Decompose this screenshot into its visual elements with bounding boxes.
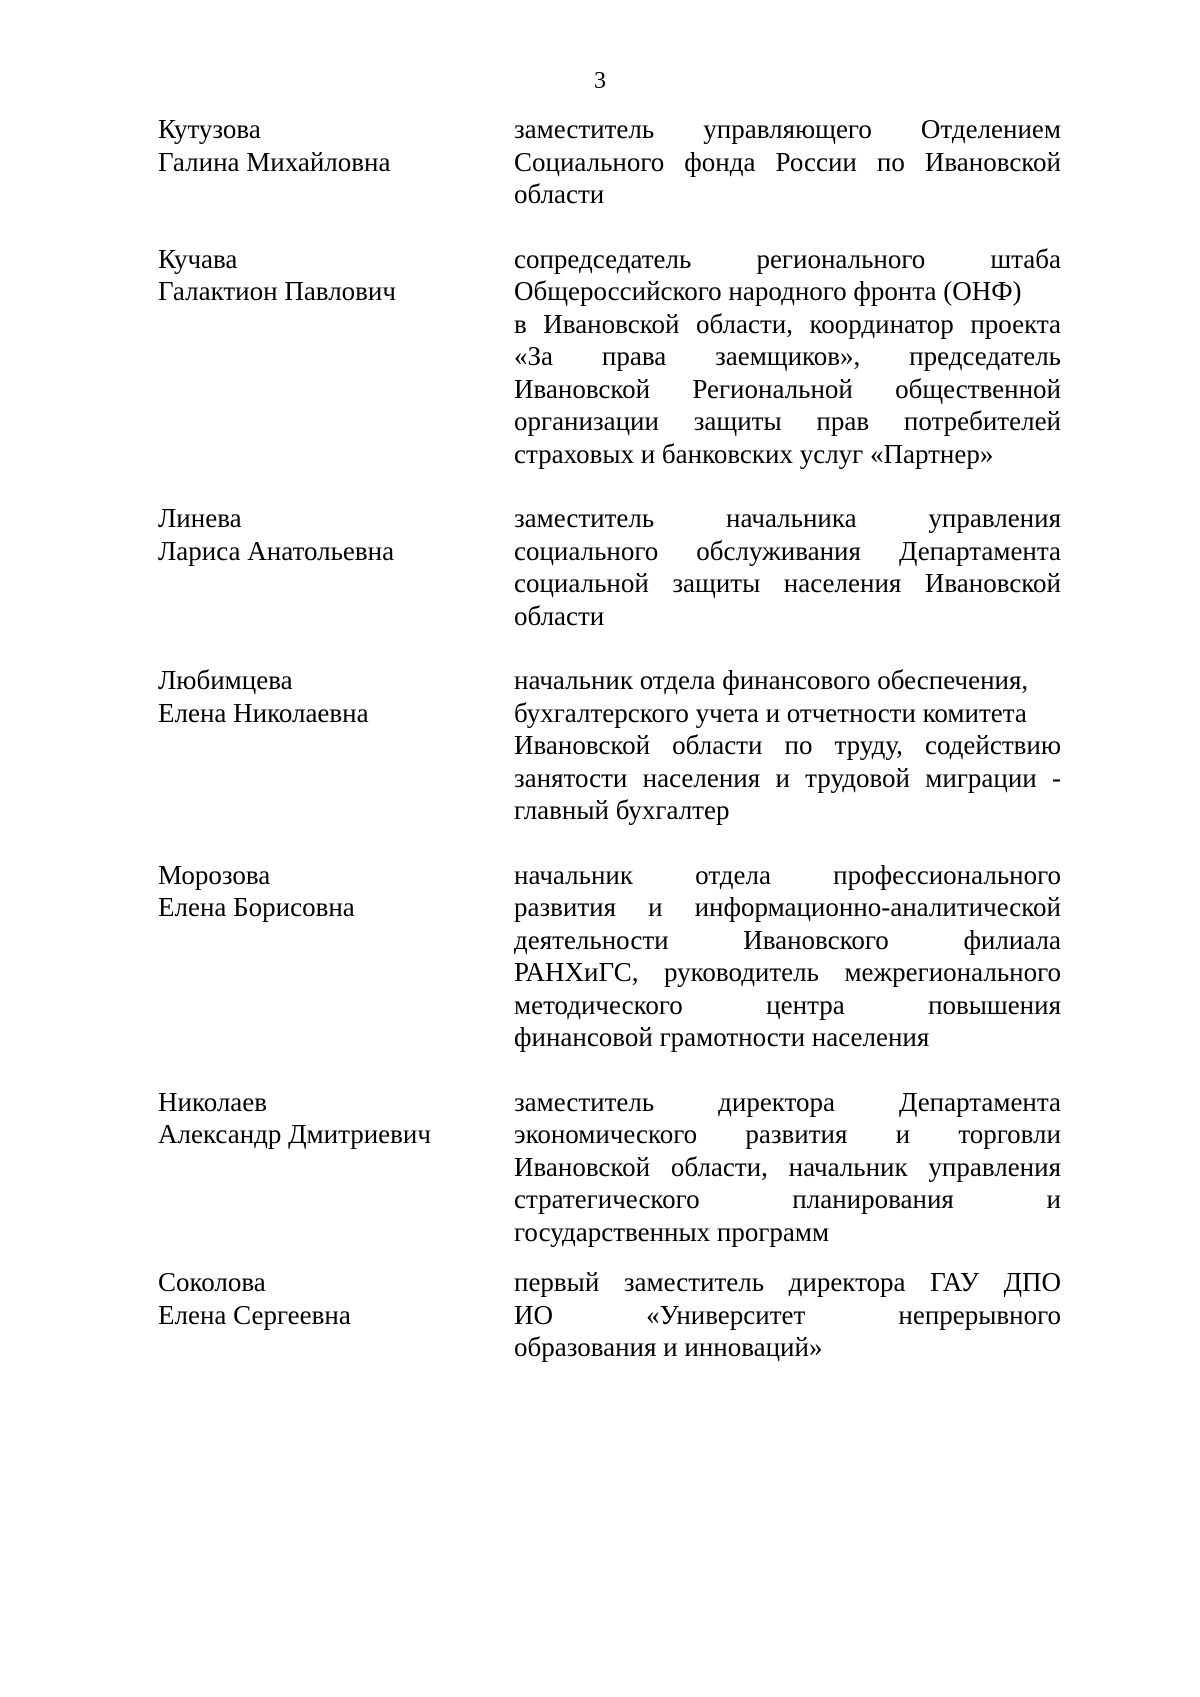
member-name: [158, 1266, 514, 1331]
position-line: Общероссийского народного фронта (ОНФ): [514, 276, 1022, 306]
member-surname: Любимцева: [158, 665, 293, 695]
member-name: [158, 113, 514, 178]
member-position: [514, 859, 1061, 1054]
position-line: в Ивановской области, координатор проекта: [514, 308, 1061, 339]
position-line: сопредседатель регионального штаба: [514, 243, 1061, 274]
member-surname: Линева: [158, 503, 242, 533]
member-given-name: Александр Дмитриевич: [158, 1119, 431, 1149]
member-name: [158, 859, 514, 924]
member-entry: [158, 502, 1061, 632]
position-line: главный бухгалтер: [514, 795, 730, 825]
member-surname: Морозова: [158, 859, 271, 890]
position-line: социального обслуживания Департамента: [514, 535, 1061, 566]
position-line: бухгалтерского учета и отчетности комитета: [514, 697, 1027, 728]
member-position: [514, 243, 1061, 471]
member-entry: [158, 113, 1061, 211]
position-line: первый заместитель директора ГАУ ДПО: [514, 1267, 1061, 1297]
position-line: деятельности Ивановского филиала: [514, 924, 1061, 955]
member-given-name: Лариса Анатольевна: [158, 535, 395, 566]
member-position: [514, 502, 1061, 632]
position-line: Социального фонда России по Ивановской: [514, 146, 1061, 177]
member-given-name: Елена Борисовна: [158, 892, 355, 922]
member-name: [158, 502, 514, 567]
page-number: 3: [594, 68, 606, 94]
member-given-name: Елена Николаевна: [158, 697, 369, 728]
member-entry: [158, 243, 1061, 471]
position-line: стратегического планирования и: [514, 1184, 1061, 1214]
member-name: [158, 243, 514, 308]
member-entry: [158, 664, 1061, 827]
position-line: «За права заемщиков», председатель: [514, 341, 1061, 371]
members-list: [158, 113, 1061, 1396]
position-line: Ивановской области, начальник управления: [514, 1151, 1061, 1182]
position-line: начальник отдела профессионального: [514, 859, 1061, 890]
member-name: [158, 664, 514, 729]
position-line: страховых и банковских услуг «Партнер»: [514, 438, 994, 469]
member-position: [514, 1266, 1061, 1364]
position-line: области: [514, 179, 605, 209]
member-name: [158, 1086, 514, 1151]
position-line: начальник отдела финансового обеспечения,: [514, 665, 1029, 695]
member-surname: Кутузова: [158, 114, 261, 144]
position-line: социальной защиты населения Ивановской: [514, 568, 1061, 598]
member-position: [514, 113, 1061, 211]
member-entry: [158, 1086, 1061, 1249]
position-line: области: [514, 600, 605, 631]
member-entry: [158, 859, 1061, 1054]
position-line: заместитель управляющего Отделением: [514, 114, 1061, 144]
position-line: экономического развития и торговли: [514, 1119, 1061, 1149]
member-surname: Соколова: [158, 1267, 266, 1297]
position-line: ИО «Университет непрерывного: [514, 1299, 1061, 1330]
position-line: методического центра повышения: [514, 989, 1061, 1020]
position-line: образования и инноваций»: [514, 1332, 823, 1362]
member-position: [514, 664, 1061, 827]
position-line: развития и информационно-аналитической: [514, 892, 1061, 922]
member-surname: Кучава: [158, 243, 238, 274]
position-line: Ивановской области по труду, содействию: [514, 730, 1061, 760]
member-entry: [158, 1266, 1061, 1364]
position-line: заместитель начальника управления: [514, 503, 1061, 533]
position-line: РАНХиГС, руководитель межрегионального: [514, 957, 1061, 987]
position-line: государственных программ: [514, 1216, 830, 1247]
position-line: заместитель директора Департамента: [514, 1086, 1061, 1117]
member-given-name: Галактион Павлович: [158, 276, 396, 306]
position-line: Ивановской Региональной общественной: [514, 373, 1061, 404]
position-line: организации защиты прав потребителей: [514, 406, 1061, 436]
position-line: занятости населения и трудовой миграции -: [514, 762, 1061, 793]
member-given-name: Галина Михайловна: [158, 146, 391, 177]
member-surname: Николаев: [158, 1086, 268, 1117]
member-given-name: Елена Сергеевна: [158, 1299, 351, 1330]
member-position: [514, 1086, 1061, 1249]
position-line: финансовой грамотности населения: [514, 1022, 930, 1052]
